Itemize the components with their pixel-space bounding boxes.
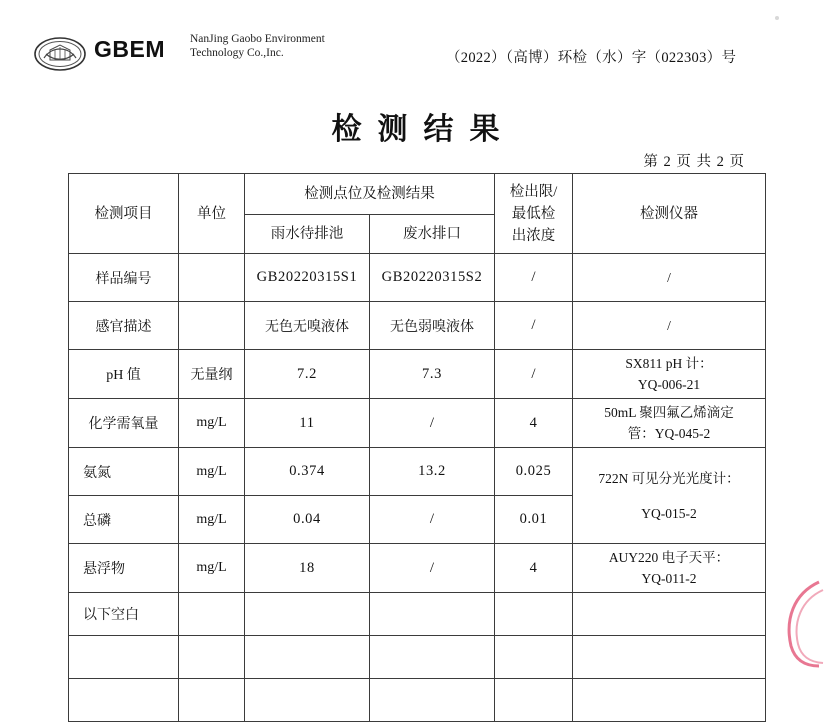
row-instrument: [573, 679, 766, 722]
row-instrument: [573, 544, 766, 593]
table-row: [69, 593, 766, 636]
row-limit-value: [495, 593, 573, 636]
row-point2-value: [370, 636, 495, 679]
row-instrument-line2: YQ-011-2: [641, 571, 697, 586]
row-item: pH 值: [69, 350, 179, 399]
table-row: [69, 544, 766, 593]
table-row: [69, 679, 766, 722]
row-limit-value: 4: [495, 399, 573, 448]
row-unit: mg/L: [179, 544, 245, 593]
header-item: 检测项目: [69, 174, 179, 254]
header-point-2: 废水排口: [370, 215, 495, 254]
brand-name: GBEM: [94, 36, 165, 62]
row-instrument-line1: SX811 pH 计：: [625, 356, 713, 371]
row-unit: mg/L: [179, 496, 245, 544]
row-item: 总磷: [69, 496, 179, 544]
header-detection-limit: [495, 174, 573, 254]
row-point1-value: [245, 679, 370, 722]
circular-emblem-icon: [34, 36, 86, 72]
table-row: [69, 399, 766, 448]
row-item: 化学需氧量: [69, 399, 179, 448]
document-code: （2022）（高博）环检（水）字（022303）号: [446, 50, 737, 66]
row-instrument: [573, 636, 766, 679]
row-point1-value: 11: [245, 399, 370, 448]
row-instrument-line2: YQ-006-21: [637, 377, 701, 392]
header-limit-line1: 检出限/: [509, 183, 558, 200]
row-point2-value: GB20220315S2: [370, 254, 495, 302]
row-instrument-line1: 722N 可见分光光度计：: [598, 470, 740, 486]
row-instrument: [573, 350, 766, 399]
row-point2-value: /: [370, 399, 495, 448]
document-header: [0, 28, 831, 84]
table-row: [69, 636, 766, 679]
row-unit: [179, 254, 245, 302]
page-counter: 第 2 页 共 2 页: [643, 154, 745, 170]
row-point1-value: 0.04: [245, 496, 370, 544]
table-row: [69, 350, 766, 399]
row-point1-value: [245, 593, 370, 636]
company-name: NanJing Gaobo Environment Technology Co.,Inc.: [190, 33, 325, 59]
header-point-1: 雨水待排池: [245, 215, 370, 254]
header-points-group: 检测点位及检测结果: [245, 174, 495, 215]
row-point1-value: GB20220315S1: [245, 254, 370, 302]
row-item: 氨氮: [69, 448, 179, 496]
table-row: [69, 448, 766, 496]
row-limit-value: /: [495, 302, 573, 350]
page-title: 检测结果: [331, 113, 516, 146]
row-limit-value: /: [495, 254, 573, 302]
row-point2-value: 无色弱嗅液体: [370, 302, 495, 350]
row-instrument-line1: /: [667, 318, 671, 333]
row-instrument-line2: YQ-015-2: [641, 505, 697, 521]
header-limit-line2: 最低检: [511, 205, 556, 222]
row-point1-value: 18: [245, 544, 370, 593]
row-point1-value: [245, 636, 370, 679]
row-unit: [179, 679, 245, 722]
row-instrument: [573, 254, 766, 302]
row-limit-value: 4: [495, 544, 573, 593]
row-instrument: [573, 593, 766, 636]
row-point2-value: [370, 679, 495, 722]
row-instrument-line1: 50mL 聚四氟乙烯滴定: [604, 405, 734, 420]
row-point1-value: 7.2: [245, 350, 370, 399]
row-limit-value: 0.025: [495, 448, 573, 496]
row-instrument: [573, 302, 766, 350]
header-unit: 单位: [179, 174, 245, 254]
header-instrument: 检测仪器: [573, 174, 766, 254]
row-item: [69, 636, 179, 679]
table-row: [69, 302, 766, 350]
row-instrument: [573, 448, 766, 544]
table-row: [69, 254, 766, 302]
row-instrument-line1: /: [667, 270, 671, 285]
row-point2-value: [370, 593, 495, 636]
table-header-row-1: [69, 174, 766, 215]
row-item: 感官描述: [69, 302, 179, 350]
row-limit-value: /: [495, 350, 573, 399]
row-unit: [179, 593, 245, 636]
row-limit-value: 0.01: [495, 496, 573, 544]
page-corner-dot: [775, 16, 779, 20]
row-instrument-line1: AUY220 电子天平：: [608, 550, 730, 565]
row-item: 以下空白: [69, 593, 179, 636]
row-point2-value: 13.2: [370, 448, 495, 496]
red-seal-fragment: [779, 580, 825, 668]
row-limit-value: [495, 636, 573, 679]
row-point1-value: 0.374: [245, 448, 370, 496]
row-instrument-line2: 管：YQ-045-2: [627, 426, 711, 441]
row-item: 悬浮物: [69, 544, 179, 593]
row-point1-value: 无色无嗅液体: [245, 302, 370, 350]
results-table: [68, 173, 766, 722]
row-unit: mg/L: [179, 448, 245, 496]
row-unit: [179, 302, 245, 350]
row-unit: 无量纲: [179, 350, 245, 399]
row-point2-value: /: [370, 544, 495, 593]
row-unit: [179, 636, 245, 679]
results-table-wrapper: [68, 173, 765, 722]
row-point2-value: /: [370, 496, 495, 544]
row-item: 样品编号: [69, 254, 179, 302]
row-unit: mg/L: [179, 399, 245, 448]
row-limit-value: [495, 679, 573, 722]
row-item: [69, 679, 179, 722]
row-instrument: [573, 399, 766, 448]
row-point2-value: 7.3: [370, 350, 495, 399]
header-limit-line3: 出浓度: [511, 227, 556, 244]
